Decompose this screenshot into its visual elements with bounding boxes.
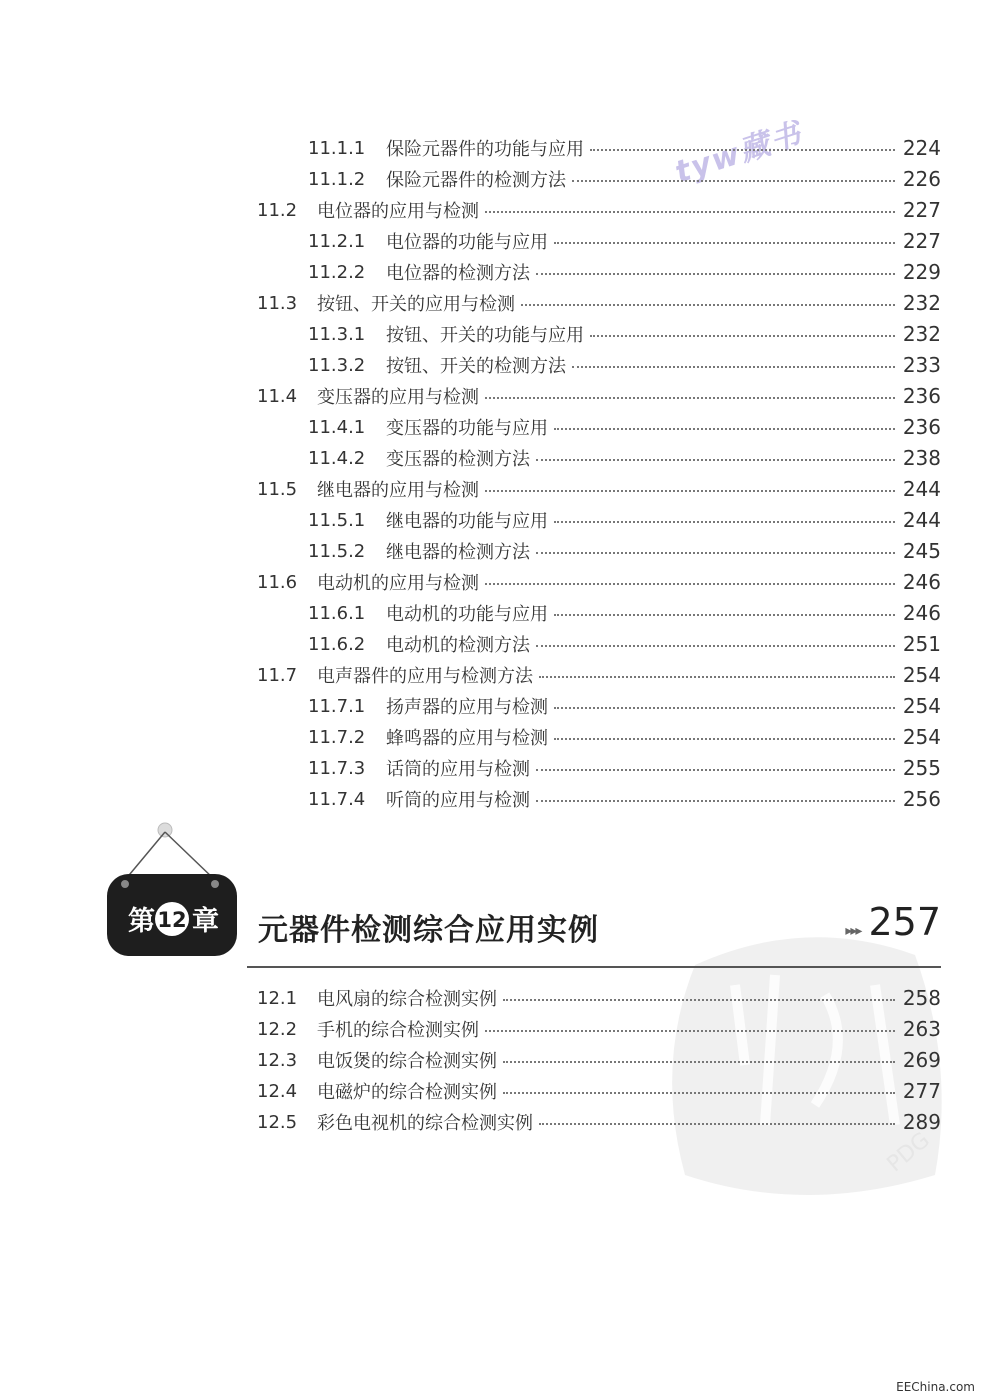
toc-leader-dots: [536, 800, 895, 802]
toc-entry-number: 11.5.2: [308, 540, 366, 562]
watermark-pdg: PDG: [882, 1127, 935, 1178]
toc-entry-page: 246: [902, 570, 941, 594]
toc-leader-dots: [554, 614, 895, 616]
toc-leader-dots: [503, 1061, 895, 1063]
toc-entry-title: 听筒的应用与检测: [386, 790, 530, 811]
toc-entry-title: 变压器的功能与应用: [386, 418, 548, 439]
toc-entry-title: 蜂鸣器的应用与检测: [386, 728, 548, 749]
chapter-sign-badge: [103, 818, 243, 968]
toc-entry-number: 12.2: [257, 1018, 298, 1040]
toc-leader-dots: [503, 999, 895, 1001]
toc-entry[interactable]: [308, 505, 941, 535]
toc-entry-number: 11.6.1: [308, 602, 366, 624]
chapter-divider: [247, 966, 941, 968]
toc-entry-number: 11.3.1: [308, 323, 366, 345]
toc-entry-page: 244: [902, 477, 941, 501]
toc-entry-title: 话筒的应用与检测: [386, 759, 530, 780]
toc-leader-dots: [590, 149, 895, 151]
toc-entry-number: 11.6.2: [308, 633, 366, 655]
toc-entry-page: 254: [902, 694, 941, 718]
toc-entry[interactable]: [308, 133, 941, 163]
toc-entry[interactable]: [308, 722, 941, 752]
toc-leader-dots: [539, 1123, 895, 1125]
toc-entry-title: 继电器的应用与检测: [317, 480, 479, 501]
toc-entry-number: 12.1: [257, 987, 298, 1009]
toc-entry-number: 11.4.2: [308, 447, 366, 469]
toc-entry-number: 11.7.3: [308, 757, 366, 779]
toc-entry-page: 246: [902, 601, 941, 625]
toc-entry-page: 232: [902, 322, 941, 346]
toc-entry-title: 按钮、开关的检测方法: [386, 356, 566, 377]
toc-entry-page: 227: [902, 229, 941, 253]
toc-entry[interactable]: [308, 350, 941, 380]
toc-entry-page: 233: [902, 353, 941, 377]
toc-entry-title: 保险元器件的检测方法: [386, 170, 566, 191]
toc-entry-page: 224: [902, 136, 941, 160]
toc-entry-page: 277: [902, 1079, 941, 1103]
watermark-tyw: tyw藏书: [670, 116, 807, 191]
chapter-number: 12: [157, 908, 187, 932]
chapter-title: 元器件检测综合应用实例: [258, 913, 599, 948]
toc-entry-page: 254: [902, 725, 941, 749]
toc-entry-title: 按钮、开关的应用与检测: [317, 294, 515, 315]
toc-entry-title: 电风扇的综合检测实例: [317, 989, 497, 1010]
toc-entry-number: 12.3: [257, 1049, 298, 1071]
toc-leader-dots: [590, 335, 895, 337]
toc-leader-dots: [485, 397, 895, 399]
toc-entry[interactable]: [308, 164, 941, 194]
toc-entry[interactable]: [257, 1076, 941, 1106]
toc-entry[interactable]: [308, 691, 941, 721]
toc-entry[interactable]: [308, 598, 941, 628]
toc-entry-page: 238: [902, 446, 941, 470]
toc-leader-dots: [536, 769, 895, 771]
toc-entry-page: 244: [902, 508, 941, 532]
toc-entry[interactable]: [257, 288, 941, 318]
toc-entry[interactable]: [308, 319, 941, 349]
toc-entry-title: 电声器件的应用与检测方法: [317, 666, 533, 687]
toc-entry[interactable]: [308, 412, 941, 442]
toc-entry-number: 12.5: [257, 1111, 298, 1133]
toc-entry-number: 11.6: [257, 571, 298, 593]
toc-entry[interactable]: [257, 195, 941, 225]
toc-entry-title: 按钮、开关的功能与应用: [386, 325, 584, 346]
toc-entry[interactable]: [308, 784, 941, 814]
toc-entry-page: 226: [902, 167, 941, 191]
toc-entry-page: 236: [902, 384, 941, 408]
toc-entry-title: 电动机的应用与检测: [317, 573, 479, 594]
toc-leader-dots: [539, 676, 895, 678]
toc-entry-page: 289: [902, 1110, 941, 1134]
toc-leader-dots: [521, 304, 895, 306]
arrow-icon: ▸▸▸: [845, 923, 861, 939]
toc-entry-title: 电位器的应用与检测: [317, 201, 479, 222]
toc-entry[interactable]: [308, 443, 941, 473]
toc-entry-title: 变压器的应用与检测: [317, 387, 479, 408]
toc-entry[interactable]: [257, 567, 941, 597]
toc-entry-number: 12.4: [257, 1080, 298, 1102]
toc-entry[interactable]: [257, 983, 941, 1013]
toc-entry[interactable]: [308, 257, 941, 287]
toc-entry-page: 263: [902, 1017, 941, 1041]
toc-entry-title: 继电器的检测方法: [386, 542, 530, 563]
toc-entry-title: 电动机的功能与应用: [386, 604, 548, 625]
toc-entry-number: 11.7.2: [308, 726, 366, 748]
toc-entry-page: 245: [902, 539, 941, 563]
toc-entry[interactable]: [257, 1045, 941, 1075]
toc-entry[interactable]: [257, 381, 941, 411]
toc-leader-dots: [572, 180, 895, 182]
footer-source: EEChina.com: [896, 1380, 975, 1394]
toc-leader-dots: [485, 583, 895, 585]
toc-entry-title: 电磁炉的综合检测实例: [317, 1082, 497, 1103]
toc-entry[interactable]: [257, 1014, 941, 1044]
toc-entry-number: 11.7: [257, 664, 298, 686]
toc-leader-dots: [536, 273, 895, 275]
toc-entry-number: 11.7.4: [308, 788, 366, 810]
toc-entry[interactable]: [308, 629, 941, 659]
toc-entry[interactable]: [257, 660, 941, 690]
toc-leader-dots: [554, 242, 895, 244]
toc-leader-dots: [536, 552, 895, 554]
toc-entry-page: 229: [902, 260, 941, 284]
toc-entry[interactable]: [308, 536, 941, 566]
toc-leader-dots: [572, 366, 895, 368]
toc-leader-dots: [554, 707, 895, 709]
toc-entry-title: 继电器的功能与应用: [386, 511, 548, 532]
toc-entry[interactable]: [257, 1107, 941, 1137]
toc-entry-page: 254: [902, 663, 941, 687]
chapter-prefix: 第: [128, 906, 155, 937]
toc-entry-page: 236: [902, 415, 941, 439]
toc-entry[interactable]: [257, 474, 941, 504]
toc-entry-number: 11.4: [257, 385, 298, 407]
toc-leader-dots: [485, 1030, 895, 1032]
toc-entry-page: 269: [902, 1048, 941, 1072]
toc-leader-dots: [554, 738, 895, 740]
toc-entry-title: 保险元器件的功能与应用: [386, 139, 584, 160]
toc-leader-dots: [536, 645, 895, 647]
toc-entry[interactable]: [308, 753, 941, 783]
toc-entry-title: 电饭煲的综合检测实例: [317, 1051, 497, 1072]
toc-entry-number: 11.4.1: [308, 416, 366, 438]
toc-entry-page: 251: [902, 632, 941, 656]
toc-entry-title: 电位器的检测方法: [386, 263, 530, 284]
toc-entry-number: 11.1.1: [308, 137, 366, 159]
toc-entry-page: 255: [902, 756, 941, 780]
toc-entry-number: 11.2.1: [308, 230, 366, 252]
toc-leader-dots: [536, 459, 895, 461]
toc-entry-number: 11.3: [257, 292, 298, 314]
chapter-suffix: 章: [192, 906, 219, 937]
toc-entry-number: 11.2: [257, 199, 298, 221]
toc-leader-dots: [554, 521, 895, 523]
toc-entry-number: 11.2.2: [308, 261, 366, 283]
toc-entry-title: 彩色电视机的综合检测实例: [317, 1113, 533, 1134]
toc-entry-title: 扬声器的应用与检测: [386, 697, 548, 718]
chapter-page-number: 257: [868, 900, 941, 944]
toc-leader-dots: [485, 490, 895, 492]
toc-leader-dots: [554, 428, 895, 430]
toc-leader-dots: [485, 211, 895, 213]
toc-entry-page: 227: [902, 198, 941, 222]
toc-entry-number: 11.3.2: [308, 354, 366, 376]
toc-entry[interactable]: [308, 226, 941, 256]
toc-entry-number: 11.5: [257, 478, 298, 500]
toc-entry-title: 电动机的检测方法: [386, 635, 530, 656]
toc-entry-page: 258: [902, 986, 941, 1010]
toc-entry-page: 232: [902, 291, 941, 315]
toc-entry-number: 11.5.1: [308, 509, 366, 531]
toc-entry-page: 256: [902, 787, 941, 811]
toc-leader-dots: [503, 1092, 895, 1094]
toc-entry-title: 电位器的功能与应用: [386, 232, 548, 253]
toc-entry-number: 11.1.2: [308, 168, 366, 190]
toc-entry-title: 变压器的检测方法: [386, 449, 530, 470]
toc-entry-number: 11.7.1: [308, 695, 366, 717]
chapter-page: [845, 900, 941, 944]
toc-entry-title: 手机的综合检测实例: [317, 1020, 479, 1041]
